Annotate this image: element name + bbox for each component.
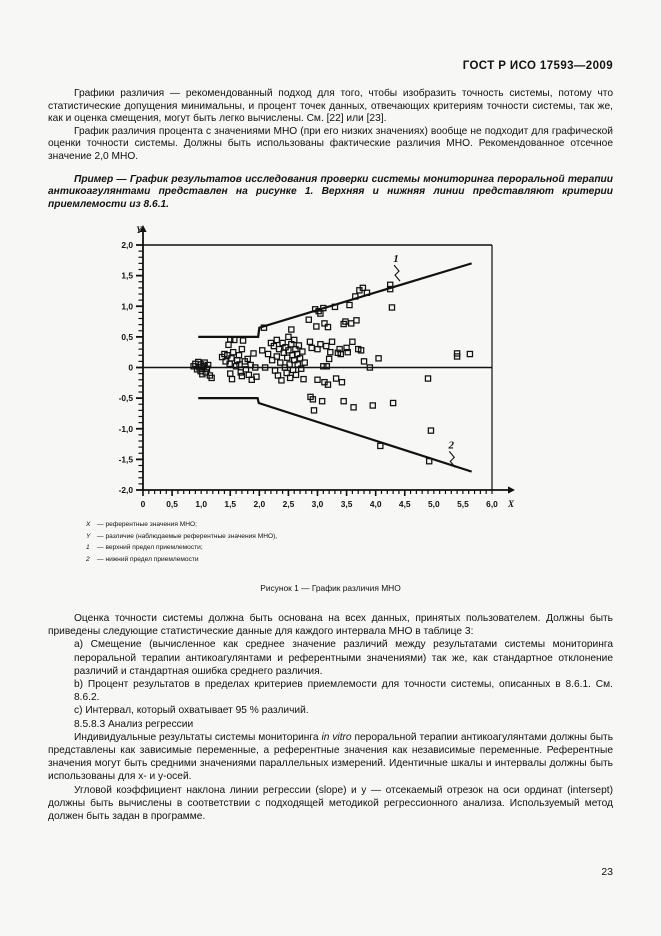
data-point-marker — [240, 338, 245, 343]
data-point-marker — [229, 377, 234, 382]
x-tick-label: 3,5 — [340, 499, 353, 509]
data-point-marker — [329, 339, 334, 344]
legend-dash: — — [97, 521, 104, 528]
legend-dash: — — [97, 555, 104, 563]
x-axis-title: X — [507, 499, 515, 509]
legend-symbol: X — [86, 521, 91, 528]
x-axis-arrow — [508, 486, 515, 493]
paragraph-example: Пример — График результатов исследования проверки системы мониторинга пероральной терапии антикоагулянтами представлен на рисунке 1. Верхняя и нижняя линии представляют критерии приемлемости из 8.6.1. — [48, 173, 613, 210]
difference-chart — [95, 222, 515, 512]
legend-dash: — — [97, 544, 104, 552]
list-item-b: b) Процент результатов в пределах критериев приемлемости для точности системы, описанных в 8.6.1. См. 8.6.2. — [74, 679, 613, 704]
data-point-marker — [428, 428, 433, 433]
legend-symbol: Y — [86, 532, 91, 540]
page-header: ГОСТ Р ИСО 17593—2009 — [462, 60, 613, 72]
data-point-marker — [328, 350, 333, 355]
data-point-marker — [327, 356, 332, 361]
legend-text: верхний предел приемлемости; — [105, 544, 203, 552]
chart-root — [119, 225, 515, 509]
figure-legend — [86, 519, 277, 565]
x-tick-label: 1,5 — [224, 499, 237, 509]
x-tick-label: 4,5 — [398, 499, 411, 509]
annotation-label-1: 1 — [393, 253, 399, 266]
data-point-marker — [228, 371, 233, 376]
legend-text: референтные значения МНО; — [105, 521, 197, 528]
data-point-marker — [351, 405, 356, 410]
x-tick-label: 6,0 — [486, 499, 498, 509]
y-tick-label: -1,5 — [118, 454, 133, 465]
paragraph-4-italic: in vitro — [321, 731, 352, 743]
data-point-marker — [341, 399, 346, 404]
data-point-marker — [311, 408, 316, 413]
figure-difference-plot — [95, 222, 515, 512]
data-point-marker — [320, 399, 325, 404]
x-tick-label: 1,0 — [195, 499, 207, 509]
y-tick-label: 2,0 — [121, 240, 133, 251]
section-heading: 8.5.8.3 Анализ регрессии — [74, 718, 194, 730]
legend-text: различие (наблюдаемые референтные значения МНО), — [105, 532, 278, 540]
data-point-marker — [315, 377, 320, 382]
y-tick-label: -2,0 — [118, 485, 133, 496]
data-point-marker — [467, 351, 472, 356]
y-axis-title: Y — [136, 225, 142, 235]
data-point-marker — [378, 443, 383, 448]
data-point-marker — [296, 343, 301, 348]
data-point-marker — [300, 349, 305, 354]
y-tick-label: 1,0 — [121, 301, 133, 312]
legend-dash: — — [97, 532, 104, 540]
x-tick-label: 2,5 — [282, 499, 295, 509]
data-point-marker — [350, 339, 355, 344]
data-point-marker — [389, 305, 394, 310]
legend-symbol: 1 — [86, 544, 90, 552]
data-point-marker — [265, 351, 270, 356]
data-point-marker — [425, 376, 430, 381]
legend-symbol: 2 — [86, 555, 90, 563]
data-point-marker — [325, 324, 330, 329]
legend-item-x — [86, 519, 277, 531]
x-tick-label: 5,5 — [457, 499, 469, 509]
y-tick-label: 1,5 — [121, 270, 133, 281]
paragraph-2: График различия процента с значениями МНО (при его низких значениях) вообще не подходит для графической оценки точности системы. Должны быть использованы фактические различия МНО. Рекомендованное отсечное значение 2,0 МНО. — [48, 125, 613, 162]
data-point-marker — [260, 348, 265, 353]
limit-line-2 — [198, 398, 471, 472]
legend-item-y — [86, 531, 277, 543]
x-tick-label: 4,0 — [369, 499, 382, 509]
data-point-marker — [301, 377, 306, 382]
legend-item-2 — [86, 554, 277, 566]
y-tick-label: 0 — [128, 362, 133, 373]
data-point-marker — [376, 356, 381, 361]
data-point-marker — [286, 334, 291, 339]
data-point-marker — [314, 324, 319, 329]
body-text-top — [48, 88, 613, 211]
data-point-marker — [309, 345, 314, 350]
data-point-marker — [339, 380, 344, 385]
y-tick-label: -0,5 — [118, 393, 133, 404]
paragraph-4 — [48, 731, 613, 784]
x-tick-label: 5,0 — [428, 499, 440, 509]
paragraph-4-part1: Индивидуальные результаты системы мониторинга — [74, 731, 322, 743]
data-point-marker — [322, 321, 327, 326]
data-point-marker — [354, 318, 359, 323]
y-tick-label: -1,0 — [118, 423, 133, 434]
data-point-marker — [347, 302, 352, 307]
data-point-marker — [391, 400, 396, 405]
legend-text: нижний предел приемлемости — [105, 555, 199, 563]
paragraph-4-part2: пероральной терапии антикоагулянтами должны быть представлены как зависимые переменные, а референтные значения как независимые переменные. Референтные значения могут быть средними значениями параллельных измерений. Идентичные шкалы и интервалы должны быть использованы для х- и у-осей. — [48, 731, 614, 783]
list-item-a: a) Смещение (вычисленное как среднее значение различий между результатами системы мониторинга пероральной терапии антикоагулянтами и референтными значениями) так же, как стандартное отклонение различий и стандартная ошибка среднего различия. — [74, 639, 613, 677]
page-number: 23 — [601, 866, 613, 878]
x-tick-label: 3,0 — [311, 499, 324, 509]
list-item-c: c) Интервал, который охватывает 95 % различий. — [74, 705, 309, 717]
data-point-marker — [370, 403, 375, 408]
data-point-marker — [307, 339, 312, 344]
paragraph-3: Оценка точности системы должна быть основана на всех данных, принятых пользователем. Должны быть приведены следующие статистические данные для каждого интервала МНО в таблице 3: — [48, 613, 613, 638]
data-point-marker — [231, 350, 236, 355]
data-point-marker — [251, 351, 256, 356]
data-point-marker — [324, 343, 329, 348]
data-point-marker — [306, 317, 311, 322]
limit-line-1 — [198, 263, 471, 337]
annotation-leader-1 — [394, 265, 400, 281]
paragraph-1: Графики различия — рекомендованный подход для того, чтобы изобразить точность системы, потому что статистические допущения минимальны, и процент точек данных, отвечающих критериям точности системы, так же, как и оценка смещения, могут быть легко вычислены. См. [22] или [23]. — [48, 88, 613, 125]
annotation-label-2: 2 — [448, 439, 455, 452]
x-tick-label: 2,0 — [253, 499, 266, 509]
x-tick-label: 0,5 — [166, 499, 178, 509]
paragraph-5: Угловой коэффициент наклона линии регрессии (slope) и y — отсекаемый отрезок на оси ординат (intersept) должны быть вычислены в соответствии с подходящей методикой регрессионного анализа. Используемый метод должен быть задан в программе. — [48, 784, 613, 823]
data-point-marker — [239, 347, 244, 352]
legend-item-1 — [86, 542, 277, 554]
body-text-bottom — [48, 612, 613, 823]
data-point-marker — [361, 359, 366, 364]
x-tick-label: 0 — [140, 499, 146, 509]
data-point-marker — [334, 376, 339, 381]
y-tick-label: 0,5 — [121, 331, 133, 342]
data-point-marker — [226, 342, 231, 347]
figure-caption: Рисунок 1 — График различия МНО — [260, 583, 401, 593]
data-point-marker — [289, 327, 294, 332]
data-point-marker — [349, 321, 354, 326]
data-point-marker — [274, 337, 279, 342]
